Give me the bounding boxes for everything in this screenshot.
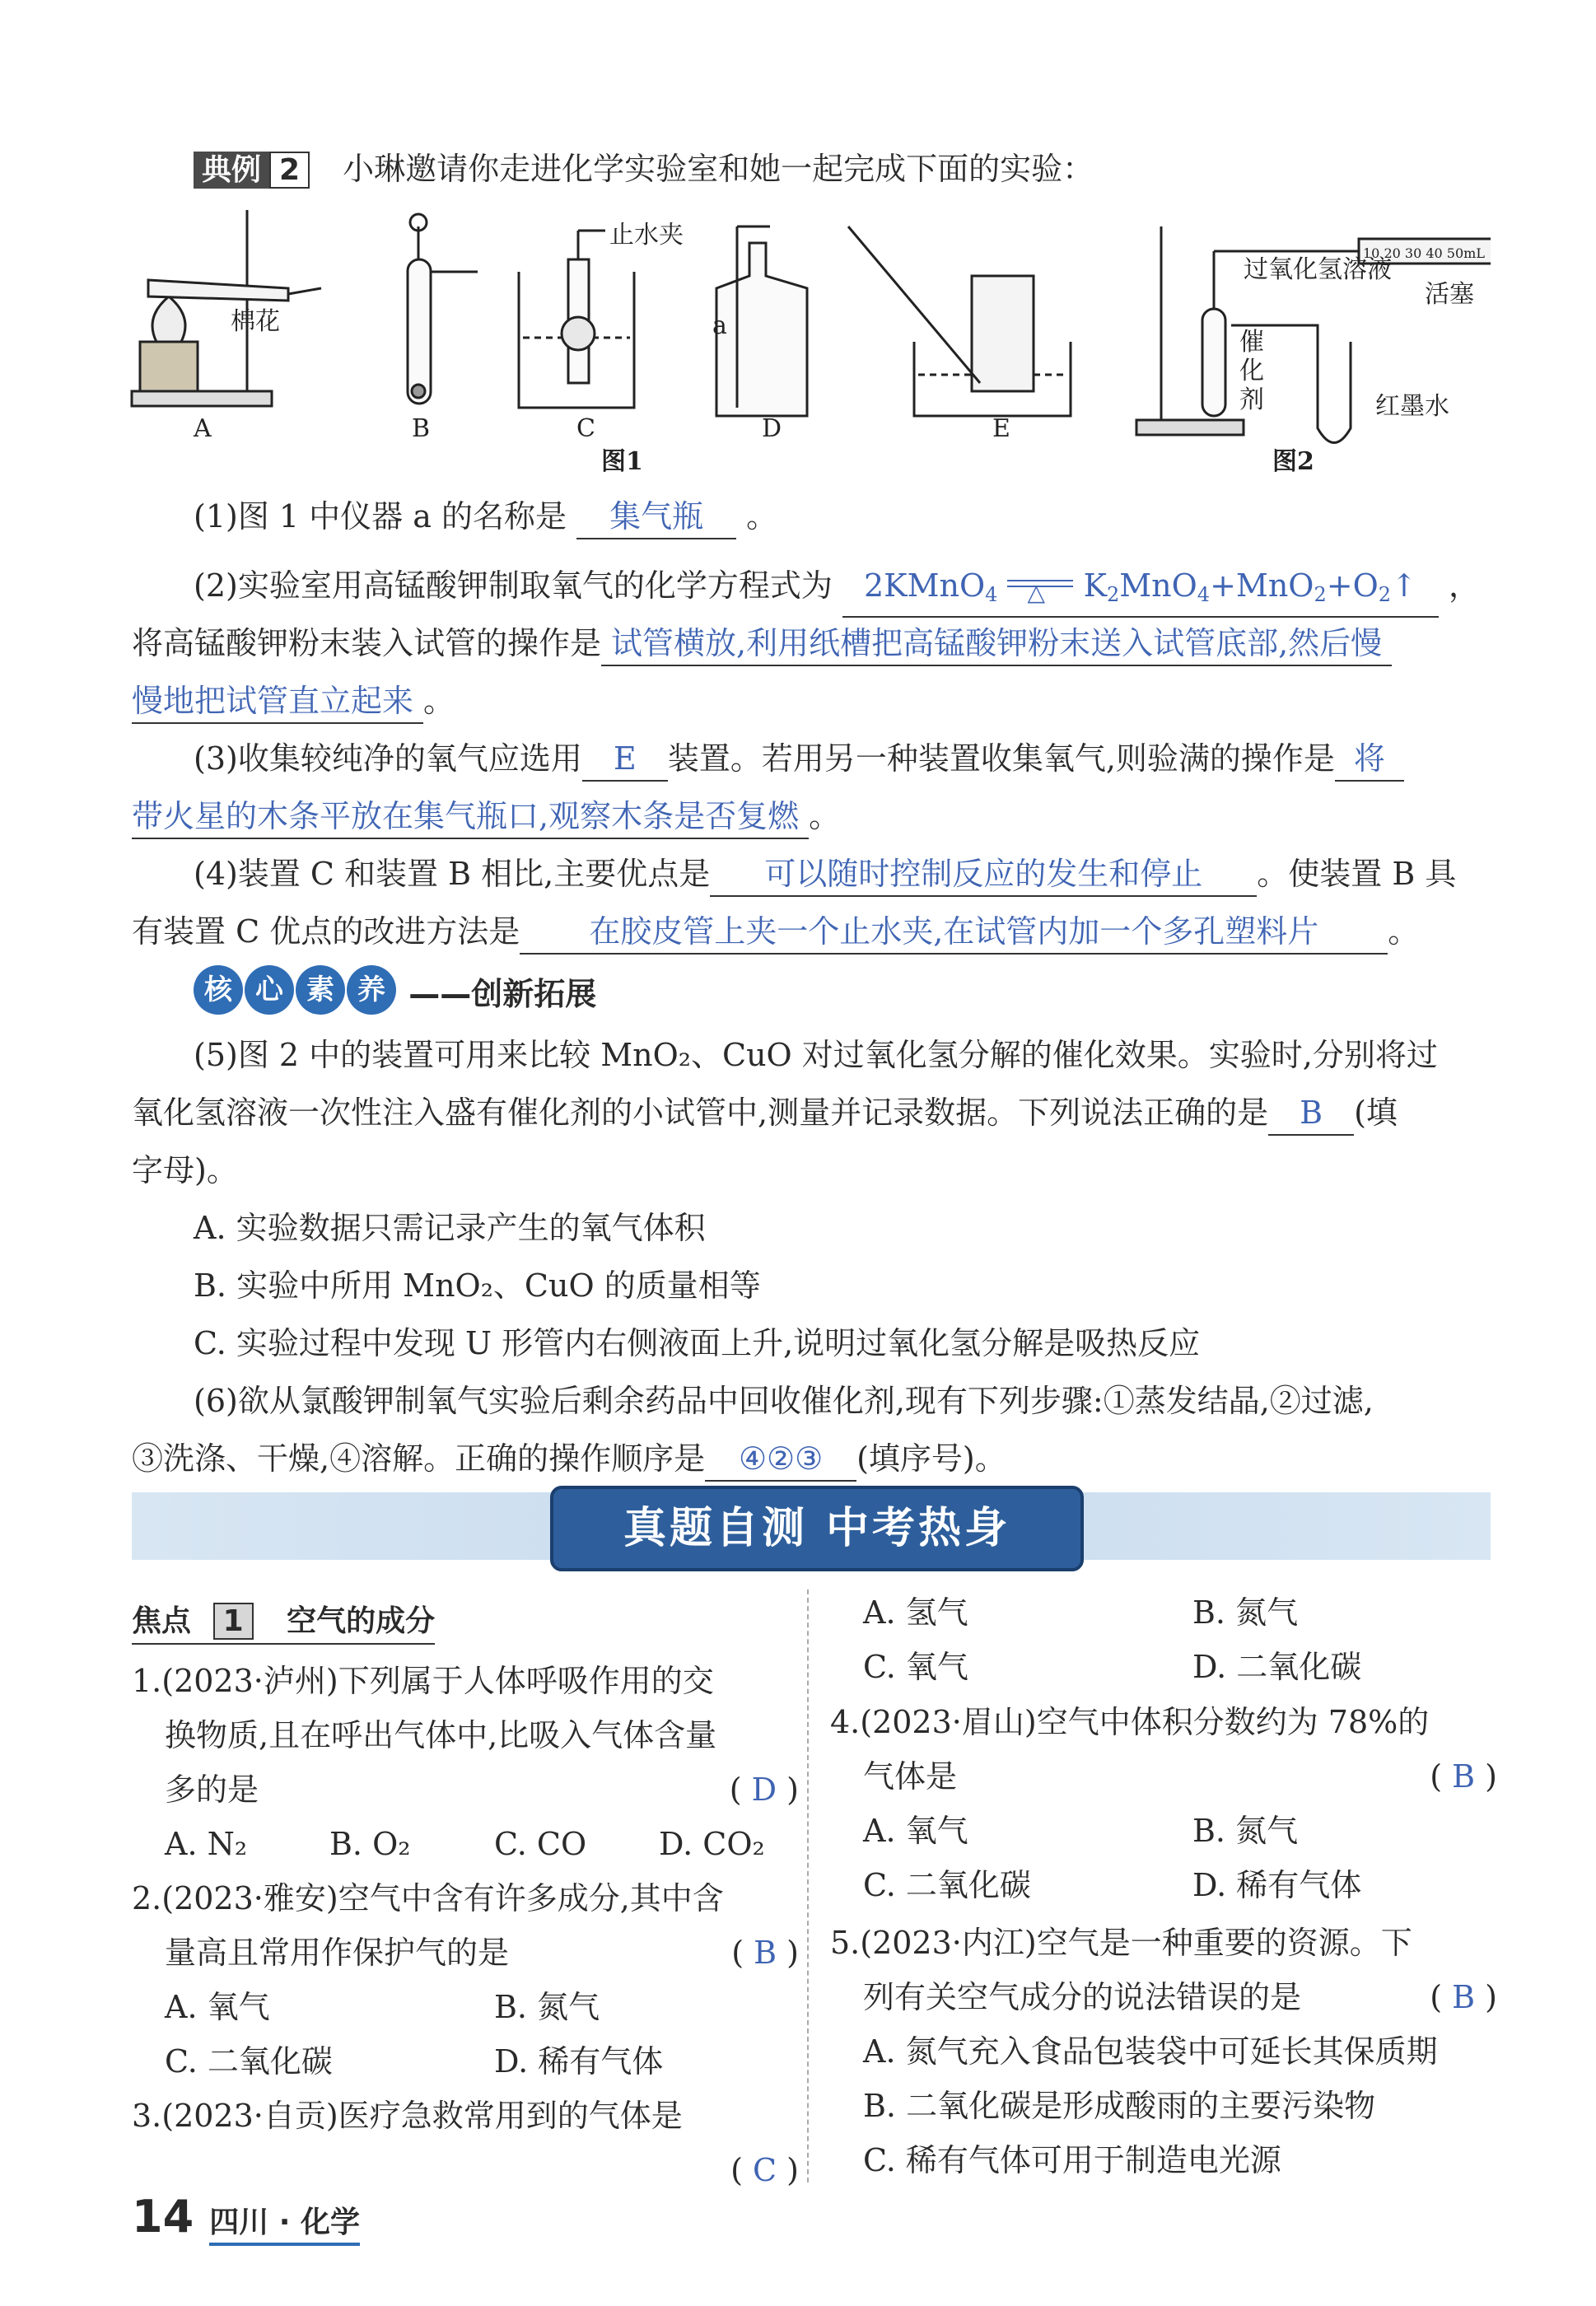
p5-answer-bracket: ( B ) xyxy=(1430,1979,1497,2015)
q2-line2-text: 将高锰酸钾粉末装入试管的操作是 xyxy=(132,625,602,661)
question-5-line-1: (5)图 2 中的装置可用来比较 MnO₂、CuO 对过氧化氢分解的催化效果。实验时,分别将过 xyxy=(194,1037,1438,1073)
q6-line2-text: ③洗涤、干燥,④溶解。正确的操作顺序是 xyxy=(132,1440,706,1477)
fig2-caption: 图2 xyxy=(1272,447,1314,476)
p1-answer: D xyxy=(751,1772,777,1808)
p1-opt-c: C. CO xyxy=(494,1826,587,1862)
p3-opt-d: D. 二氧化碳 xyxy=(1192,1649,1362,1685)
problem-5 xyxy=(830,1916,1497,2187)
banner-title: 真题自测 中考热身 xyxy=(550,1486,1084,1571)
q2-post: ， xyxy=(1449,567,1481,604)
question-6-line-2 xyxy=(132,1430,1006,1487)
question-5-line-3: 字母)。 xyxy=(132,1152,238,1188)
question-2 xyxy=(194,557,1480,618)
problem-4 xyxy=(830,1695,1497,1912)
p4-line2 xyxy=(830,1749,1497,1804)
column-divider xyxy=(807,1589,809,2182)
p4-opt-a: A. 氧气 xyxy=(863,1813,968,1849)
problem-1 xyxy=(132,1654,799,1871)
p2-options-row1 xyxy=(132,1980,799,2034)
q4-line2-text: 有装置 C 优点的改进方法是 xyxy=(132,913,520,950)
q3-answer-1: E xyxy=(582,737,668,782)
q3-post: 。 xyxy=(809,798,841,834)
p4-opt-c: C. 二氧化碳 xyxy=(863,1867,1031,1903)
p1-options xyxy=(132,1817,799,1871)
eq-p2: MnO xyxy=(1119,567,1197,604)
focus-header xyxy=(132,1598,435,1645)
label-clip: 止水夹 xyxy=(609,221,684,250)
p4-line1: 4.(2023·眉山)空气中体积分数约为 78%的 xyxy=(830,1704,1430,1740)
q4-mid: 。使装置 B 具 xyxy=(1257,856,1457,892)
q2-text: (2)实验室用高锰酸钾制取氧气的化学方程式为 xyxy=(194,567,833,604)
problem-3 xyxy=(132,2089,799,2197)
letter-C: C xyxy=(576,414,595,443)
p5-line2-text: 列有关空气成分的说法错误的是 xyxy=(863,1979,1302,2015)
p5-opt-c: C. 稀有气体可用于制造电光源 xyxy=(863,2142,1281,2178)
p1-opt-d: D. CO₂ xyxy=(659,1826,765,1862)
q5-option-b: B. 实验中所用 MnO₂、CuO 的质量相等 xyxy=(194,1267,761,1304)
example-tag: 典例 xyxy=(194,152,269,189)
q5-answer: B xyxy=(1268,1091,1354,1136)
p1-line3 xyxy=(132,1762,799,1817)
question-2-line-2 xyxy=(132,614,1392,672)
eq-sub: 2 xyxy=(1378,583,1392,606)
label-piston: 活塞 xyxy=(1425,280,1474,309)
label-catalyst-2: 化 xyxy=(1239,357,1264,385)
q5-line2-post: (填 xyxy=(1354,1095,1398,1131)
p2-options-row2 xyxy=(132,2034,799,2089)
q3-answer-2b: 带火星的木条平放在集气瓶口,观察木条是否复燃 xyxy=(132,795,809,839)
label-cotton: 棉花 xyxy=(231,307,280,336)
label-syringe-scale: 10 20 30 40 50mL xyxy=(1363,245,1485,261)
question-4-line-2 xyxy=(132,903,1419,960)
core-char-4: 养 xyxy=(347,965,396,1015)
core-char-2: 心 xyxy=(245,965,294,1015)
eq-p3: +MnO xyxy=(1210,567,1314,604)
p3-opt-c: C. 氧气 xyxy=(863,1649,968,1685)
p1-line2: 换物质,且在呼出气体中,比吸入气体含量 xyxy=(165,1717,717,1753)
eq-p1: K xyxy=(1083,567,1107,604)
p2-opt-b: B. 氮气 xyxy=(494,1989,600,2025)
q2-answer-b: 慢地把试管直立起来 xyxy=(132,679,423,724)
q4-text: (4)装置 C 和装置 B 相比,主要优点是 xyxy=(194,856,711,892)
p3-opt-b: B. 氮气 xyxy=(1192,1594,1299,1631)
question-3-line-2 xyxy=(132,787,840,845)
p2-line1: 2.(2023·雅安)空气中含有许多成分,其中含 xyxy=(132,1880,724,1916)
letter-E: E xyxy=(992,414,1010,443)
eq-sub: 4 xyxy=(1197,583,1211,606)
label-h2o2: 过氧化氢溶液 xyxy=(1244,255,1392,284)
p4-opt-d: D. 稀有气体 xyxy=(1192,1867,1362,1903)
label-catalyst-1: 催 xyxy=(1239,328,1264,357)
letter-D: D xyxy=(762,414,782,443)
letter-B: B xyxy=(412,414,431,443)
p1-answer-bracket: ( D ) xyxy=(729,1772,799,1808)
question-6-line-1: (6)欲从氯酸钾制氧气实验后剩余药品中回收催化剂,现有下列步骤:①蒸发结晶,②过滤, xyxy=(194,1383,1374,1419)
example-header xyxy=(194,140,1094,199)
p5-line2 xyxy=(830,1970,1497,2024)
p2-opt-c: C. 二氧化碳 xyxy=(165,2043,333,2080)
q3-mid: 装置。若用另一种装置收集氧气,则验满的操作是 xyxy=(667,740,1335,777)
core-char-1: 核 xyxy=(194,965,243,1015)
q1-answer: 集气瓶 xyxy=(576,495,736,539)
footer-label: 四川 · 化学 xyxy=(209,2206,360,2246)
page-footer xyxy=(132,2191,360,2243)
eq-p4: +O xyxy=(1326,567,1379,604)
eq-reactant: 2KMnO xyxy=(864,567,986,604)
p4-opt-b: B. 氮气 xyxy=(1192,1813,1299,1849)
eq-sub: 2 xyxy=(1314,583,1327,606)
example-intro: 小琳邀请你走进化学实验室和她一起完成下面的实验： xyxy=(343,151,1094,187)
p2-opt-a: A. 氧气 xyxy=(165,1989,270,2025)
question-1 xyxy=(194,488,777,545)
q2-answer-a: 试管横放,利用纸槽把高锰酸钾粉末送入试管底部,然后慢 xyxy=(601,622,1392,666)
p4-answer: B xyxy=(1452,1758,1476,1795)
p5-opt-b: B. 二氧化碳是形成酸雨的主要污染物 xyxy=(863,2088,1376,2124)
q4-post: 。 xyxy=(1388,913,1420,950)
page-number: 14 xyxy=(132,2191,194,2243)
q5-line2-text: 氧化氢溶液一次性注入盛有催化剂的小试管中,测量并记录数据。下列说法正确的是 xyxy=(132,1095,1269,1131)
eq-gas-arrow: ↑ xyxy=(1391,567,1417,604)
q1-post: 。 xyxy=(746,498,778,534)
focus-title: 空气的成分 xyxy=(287,1604,436,1638)
p3-options xyxy=(863,1585,1361,1694)
question-3 xyxy=(194,730,1404,787)
p5-line1: 5.(2023·内江)空气是一种重要的资源。下 xyxy=(830,1925,1412,1961)
q3-answer-2a: 将 xyxy=(1335,737,1404,782)
q4-answer-1: 可以随时控制反应的发生和停止 xyxy=(710,852,1257,897)
eq-sub: 2 xyxy=(1106,583,1120,606)
core-literacy-header xyxy=(194,965,596,1015)
p5-answer: B xyxy=(1452,1979,1476,2015)
q2-equation xyxy=(842,564,1439,618)
p2-answer-bracket: ( B ) xyxy=(731,1935,799,1971)
p2-line2-text: 量高且常用作保护气的是 xyxy=(165,1935,510,1971)
apparatus-figure xyxy=(124,210,1491,482)
q3-text: (3)收集较纯净的氧气应选用 xyxy=(194,740,582,777)
question-5-line-2 xyxy=(132,1084,1398,1141)
example-number: 2 xyxy=(269,152,310,189)
eq-heat: △ xyxy=(1027,579,1046,606)
label-a: a xyxy=(712,311,727,340)
q6-line2-post: (填序号)。 xyxy=(856,1440,1006,1477)
focus-number: 1 xyxy=(213,1603,254,1640)
section-banner xyxy=(132,1492,1491,1560)
p3-answer-bracket: ( C ) xyxy=(730,2152,799,2188)
p4-answer-bracket: ( B ) xyxy=(1430,1758,1497,1795)
fig1-caption: 图1 xyxy=(601,447,643,476)
p4-line2-text: 气体是 xyxy=(863,1758,958,1795)
p5-opt-a: A. 氮气充入食品包装袋中可延长其保质期 xyxy=(863,2033,1438,2070)
focus-tag: 焦点 xyxy=(132,1604,192,1638)
question-2-line-3 xyxy=(132,672,455,730)
q5-option-c: C. 实验过程中发现 U 形管内右侧液面上升,说明过氧化氢分解是吸热反应 xyxy=(194,1325,1201,1361)
p2-opt-d: D. 稀有气体 xyxy=(494,2043,664,2080)
p2-answer: B xyxy=(754,1935,777,1971)
core-title: ——创新拓展 xyxy=(408,976,597,1012)
label-red-ink: 红墨水 xyxy=(1375,392,1449,421)
core-char-3: 素 xyxy=(296,965,345,1015)
p1-opt-b: B. O₂ xyxy=(329,1826,411,1862)
q2-line3-post: 。 xyxy=(423,683,455,719)
p1-opt-a: A. N₂ xyxy=(165,1826,248,1862)
p1-line3-text: 多的是 xyxy=(165,1772,259,1808)
q6-answer: ④②③ xyxy=(705,1437,856,1482)
p2-line2 xyxy=(132,1926,799,1980)
q4-answer-2: 在胶皮管上夹一个止水夹,在试管内加一个多孔塑料片 xyxy=(520,910,1388,955)
p3-answer: C xyxy=(753,2152,777,2188)
letter-A: A xyxy=(194,414,212,443)
eq-sub: 4 xyxy=(985,583,998,606)
p3-opt-a: A. 氢气 xyxy=(863,1594,968,1631)
question-4 xyxy=(194,845,1456,903)
p1-line1: 1.(2023·泸州)下列属于人体呼吸作用的交 xyxy=(132,1663,714,1699)
problem-2 xyxy=(132,1871,799,2089)
q1-text: (1)图 1 中仪器 a 的名称是 xyxy=(194,498,567,534)
label-catalyst-3: 剂 xyxy=(1239,385,1264,414)
q5-option-a: A. 实验数据只需记录产生的氧气体积 xyxy=(194,1210,706,1246)
p3-line1: 3.(2023·自贡)医疗急救常用到的气体是 xyxy=(132,2098,683,2134)
